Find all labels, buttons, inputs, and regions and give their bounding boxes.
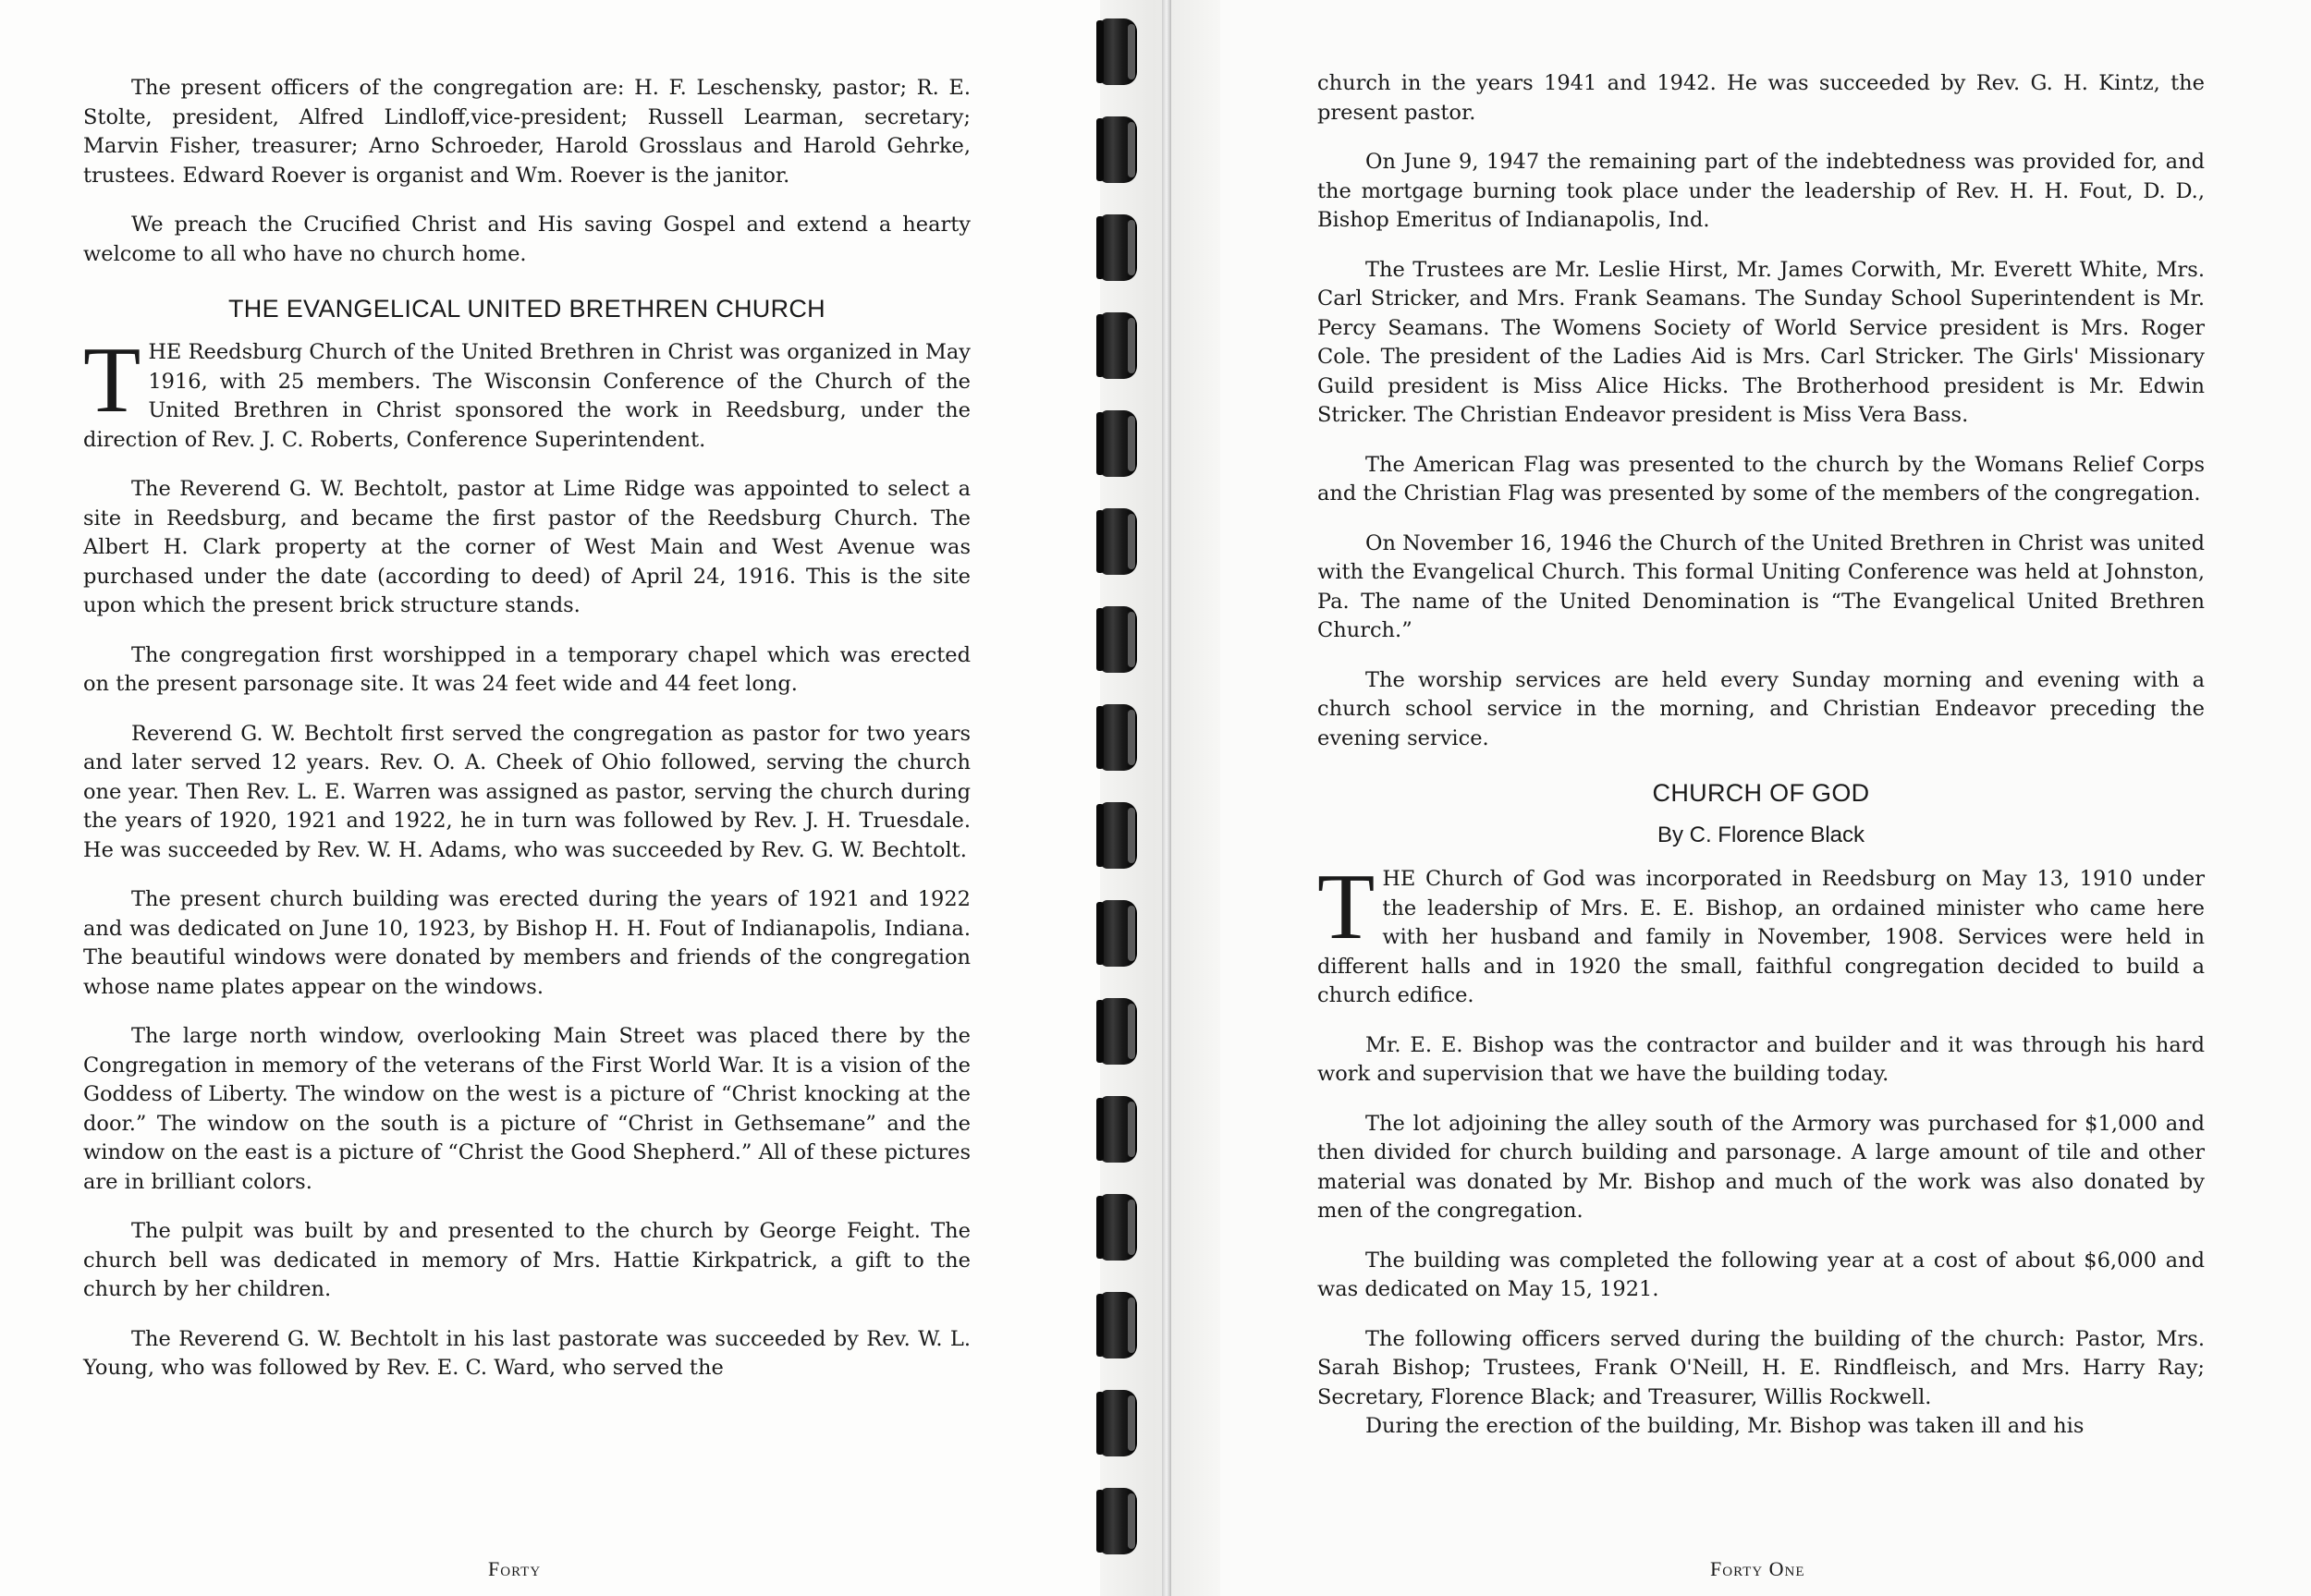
paragraph: During the erection of the building, Mr. Bishop was taken ill and his bbox=[1365, 1414, 2085, 1438]
page-number: Forty One bbox=[1710, 1557, 1805, 1580]
binding-loop bbox=[1100, 312, 1137, 379]
binding-loop bbox=[1100, 900, 1137, 967]
dropcap-paragraph-text: HE Reedsburg Church of the United Brethren in Christ was organized in May 1916, with 25 members. The Wisconsin Conference of the Church of the United Brethren in Christ sponsored the work in Reedsburg, under the direction of Rev. J. C. Roberts, Conference Superintendent. bbox=[83, 340, 971, 452]
paragraph: The present officers of the congregation are: H. F. Leschensky, pastor; R. E. Stolte, president, Alfred Lindloff,vice-president; Russell Learman, secretary; Marvin Fisher, treasurer; Arno Schroeder, Harold Grosslaus and Harold Gehrke, trustees. Edward Roever is organist and Wm. Roever is the janitor. bbox=[83, 76, 971, 188]
binding-loop bbox=[1100, 1194, 1137, 1261]
dropcap-paragraph bbox=[1317, 855, 2205, 1011]
paragraph: The large north window, overlooking Main Street was placed there by the Congregation in memory of the veterans of the First World War. It is a vision of the Goddess of Liberty. The window on the west is a picture of “Christ knocking at the door.” The window on the south is a picture of “Christ in Gethsemane” and the window on the east is a picture of “Christ the Good Shepherd.” All of these pictures are in brilliant colors. bbox=[83, 1024, 971, 1194]
binding-loop bbox=[1100, 1096, 1137, 1163]
paragraph-continuation: church in the years 1941 and 1942. He was succeeded by Rev. G. H. Kintz, the present pastor. bbox=[1317, 71, 2205, 125]
paragraph: The Reverend G. W. Bechtolt in his last pastorate was succeeded by Rev. W. L. Young, who was followed by Rev. E. C. Ward, who served the bbox=[83, 1326, 971, 1380]
binding-loop bbox=[1100, 606, 1137, 673]
paragraph: The Trustees are Mr. Leslie Hirst, Mr. James Corwith, Mr. Everett White, Mrs. Carl Stricker, and Mrs. Frank Seamans. The Sunday School Superintendent is Mr. Percy Seamans. The Womens Society of World Service president is Mrs. Roger Cole. The president of the Ladies Aid is Mrs. Carl Stricker. The Girls' Missionary Guild president is Miss Alice Hicks. The Brotherhood president is Mr. Edwin Stricker. The Christian Endeavor president is Miss Vera Bass. bbox=[1317, 257, 2205, 427]
left-text-column bbox=[83, 74, 971, 1404]
binding-loop bbox=[1100, 998, 1137, 1065]
section-heading: CHURCH OF GOD bbox=[1652, 779, 1870, 807]
paragraph: The following officers served during the building of the church: Pastor, Mrs. Sarah Bishop; Trustees, Frank O'Neill, H. E. Rindfleisch, and Mrs. Harry Ray; Secretary, Florence Black; and Treasurer, Willis Rockwell. bbox=[1317, 1326, 2205, 1409]
paragraph: The pulpit was built by and presented to the church by George Feight. The church bell was dedicated in memory of Mrs. Hattie Kirkpatrick, a gift to the church by her children. bbox=[83, 1219, 971, 1301]
binding-loop bbox=[1100, 410, 1137, 477]
byline: By C. Florence Black bbox=[1657, 822, 1865, 847]
paragraph: We preach the Crucified Christ and His saving Gospel and extend a hearty welcome to all who have no church home. bbox=[83, 213, 971, 266]
paragraph: Reverend G. W. Bechtolt first served the congregation as pastor for two years and later served 12 years. Rev. O. A. Cheek of Ohio followed, serving the church one year. Then Rev. L. E. Warren was assigned as pastor, serving the church during the years of 1920, 1921 and 1922, he in turn was followed by Rev. J. H. Truesdale. He was succeeded by Rev. W. H. Adams, who was succeeded by Rev. G. W. Bechtolt. bbox=[83, 721, 971, 862]
binding-loop bbox=[1100, 116, 1137, 183]
binding-loop bbox=[1100, 1488, 1137, 1554]
paragraph: On November 16, 1946 the Church of the United Brethren in Christ was united with the Evangelical Church. This formal Uniting Conference was held at Johnston, Pa. The name of the United Denomination is “The Evangelical United Brethren Church.” bbox=[1317, 530, 2205, 642]
right-page bbox=[1220, 0, 2311, 1596]
dropcap-paragraph-text: HE Church of God was incorporated in Reedsburg on May 13, 1910 under the leadership of Mrs. E. E. Bishop, an ordained minister who came here with her husband and family in November, 1908. Services were held in different halls and in 1920 the small, faithful congregation decided to build a church edifice. bbox=[1317, 867, 2205, 1007]
drop-cap-letter: T bbox=[1317, 855, 1376, 959]
paragraph: The Reverend G. W. Bechtolt, pastor at Lime Ridge was appointed to select a site in Reedsburg, and became the first pastor of the Reedsburg Church. The Albert H. Clark property at the corner of West Main and West Avenue was purchased under the date (according to deed) of April 24, 1916. This is the site upon which the present brick structure stands. bbox=[83, 477, 971, 617]
paragraph: Mr. E. E. Bishop was the contractor and builder and it was through his hard work and supervision that we have the building today. bbox=[1317, 1032, 2205, 1086]
paragraph: The worship services are held every Sunday morning and evening with a church school service in the morning, and Christian Endeavor preceding the evening service. bbox=[1317, 667, 2205, 750]
binding-loop bbox=[1100, 704, 1137, 771]
binding-spine bbox=[1162, 0, 1171, 1596]
paragraph: The American Flag was presented to the church by the Womans Relief Corps and the Christian Flag was presented by some of the members of the congregation. bbox=[1317, 452, 2205, 506]
paragraph: The present church building was erected during the years of 1921 and 1922 and was dedicated on June 10, 1923, by Bishop H. H. Fout of Indianapolis, Indiana. The beautiful windows were donated by members and friends of the congregation whose name plates appear on the windows. bbox=[83, 887, 971, 999]
left-page bbox=[0, 0, 1100, 1596]
binding-loop bbox=[1100, 508, 1137, 575]
page-number: Forty bbox=[488, 1557, 542, 1580]
binding-loop bbox=[1100, 1390, 1137, 1456]
section-heading: THE EVANGELICAL UNITED BRETHREN CHURCH bbox=[228, 295, 825, 323]
binding-loop bbox=[1100, 214, 1137, 281]
right-text-column bbox=[1317, 69, 2205, 1462]
binding-loop bbox=[1100, 802, 1137, 869]
paragraph: The congregation first worshipped in a temporary chapel which was erected on the present parsonage site. It was 24 feet wide and 44 feet long. bbox=[83, 642, 971, 696]
spiral-binding bbox=[1100, 0, 1220, 1596]
dropcap-paragraph bbox=[83, 328, 971, 455]
paragraph: The building was completed the following year at a cost of about $6,000 and was dedicated on May 15, 1921. bbox=[1317, 1248, 2205, 1301]
binding-loop bbox=[1100, 18, 1137, 85]
paragraph: On June 9, 1947 the remaining part of the indebtedness was provided for, and the mortgage burning took place under the leadership of Rev. H. H. Fout, D. D., Bishop Emeritus of Indianapolis, Ind. bbox=[1317, 150, 2205, 232]
paragraph: The lot adjoining the alley south of the Armory was purchased for $1,000 and then divided for church building and parsonage. A large amount of tile and other material was donated by Mr. Bishop and much of the work was also donated by men of the congregation. bbox=[1317, 1111, 2205, 1223]
binding-loop bbox=[1100, 1292, 1137, 1358]
drop-cap-letter: T bbox=[83, 328, 141, 433]
